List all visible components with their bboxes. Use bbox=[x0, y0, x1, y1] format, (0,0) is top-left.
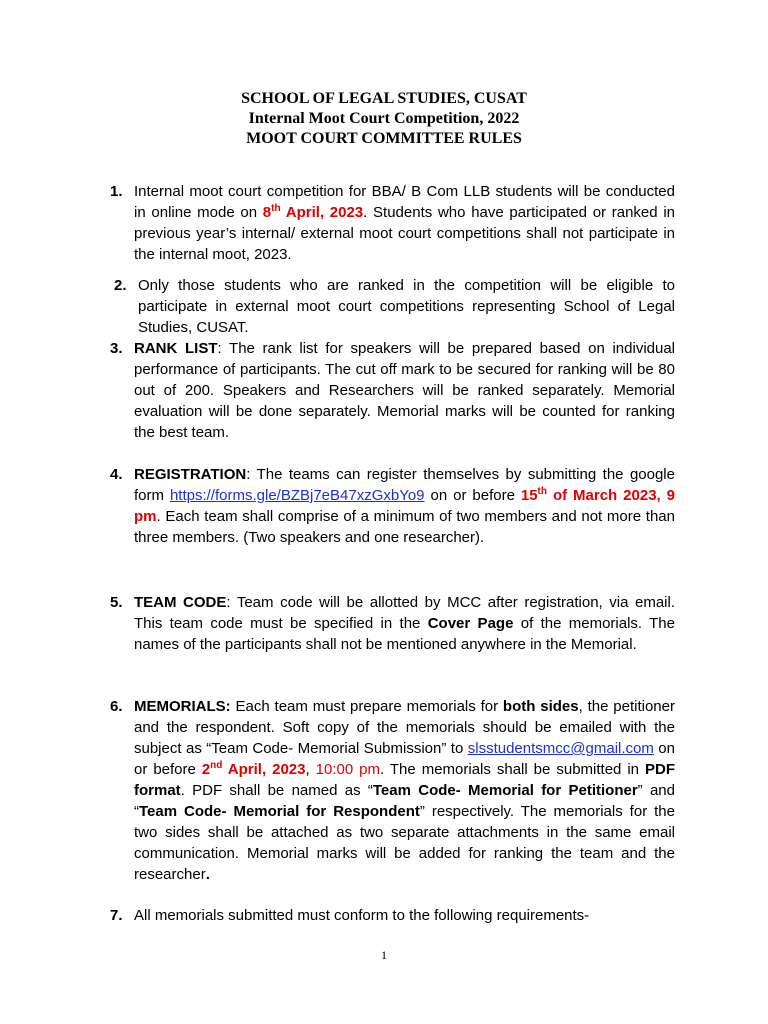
rule-text: TEAM CODE: Team code will be allotted by MCC after registration, via email. This team code must be specified in the Cover Page of the memorials. The names of the participants shall not be mentioned anywhere in the Memorial. bbox=[134, 594, 676, 653]
competition-title: Internal Moot Court Competition, 2022 bbox=[248, 110, 520, 127]
rule-number: 2. bbox=[114, 277, 127, 294]
rule-text: Only those students who are ranked in the competition will be eligible to participate in external moot court competitions representing School of Legal Studies, CUSAT. bbox=[138, 277, 675, 336]
memorial-deadline: 2nd April, 2023 bbox=[201, 760, 306, 778]
rule-text: MEMORIALS: Each team must prepare memorials for both sides, the petitioner and the respondent. Soft copy of the memorials should be emailed with the subject as “Team Code- Memorial Submission” to slsstudentsmcc@gmail.com on or before 2nd April, 2023, 10:00 pm. The memorials shall be submitted in PDF format. PDF shall be named as “Team Code- Memorial for Petitioner” and “Team Code- Memorial for Respondent” respectively. The memorials for the two sides shall be attached as two separate attachments in the same email communication. Memorial marks will be added for ranking the team and the researcher. bbox=[134, 698, 676, 883]
rule-text: All memorials submitted must conform to the following requirements- bbox=[134, 907, 590, 924]
rule-number: 4. bbox=[110, 466, 123, 483]
rule-text: Internal moot court competition for BBA/ B Com LLB students will be conducted in online mode on 8th April, 2023. Students who have participated or ranked in previous year’s internal/ external moot court competitions shall not participate in the internal moot, 2023. bbox=[134, 183, 675, 263]
rule-number: 5. bbox=[110, 594, 123, 611]
rule-text: REGISTRATION: The teams can register themselves by submitting the google form https://forms.gle/BZBj7eB47xzGxbYo9 on or before 15th of March 2023, 9 pm. Each team shall comprise of a minimum of two members and not more than three members. (Two speakers and one researcher). bbox=[134, 466, 675, 546]
submission-email-link[interactable]: slsstudentsmcc@gmail.com bbox=[467, 740, 654, 757]
rule-number: 3. bbox=[110, 340, 123, 357]
institution-title: SCHOOL OF LEGAL STUDIES, CUSAT bbox=[241, 90, 527, 107]
rule-text: RANK LIST: The rank list for speakers will be prepared based on individual performance of participants. The cut off mark to be secured for ranking will be 80 out of 200. Speakers and Researchers will be ranked separately. Memorial evaluation will be done separately. Memorial marks will be counted for ranking the best team. bbox=[134, 340, 676, 441]
page-number: 1 bbox=[381, 948, 387, 962]
rules-title: MOOT COURT COMMITTEE RULES bbox=[246, 130, 522, 147]
rule-number: 1. bbox=[110, 183, 123, 200]
rule-number: 7. bbox=[110, 907, 123, 924]
registration-deadline: 15th of March 2023, 9 pm bbox=[134, 486, 675, 525]
memorial-deadline-time: 10:00 pm bbox=[315, 761, 381, 778]
rule-label: RANK LIST bbox=[134, 340, 218, 357]
document-header bbox=[0, 89, 768, 149]
event-date: 8th April, 2023 bbox=[262, 203, 364, 221]
registration-form-link[interactable]: https://forms.gle/BZBj7eB47xzGxbYo9 bbox=[169, 487, 425, 504]
rule-number: 6. bbox=[110, 698, 123, 715]
rule-label: REGISTRATION bbox=[134, 466, 247, 483]
rule-label: MEMORIALS: bbox=[134, 698, 231, 715]
rule-label: TEAM CODE bbox=[134, 594, 227, 611]
